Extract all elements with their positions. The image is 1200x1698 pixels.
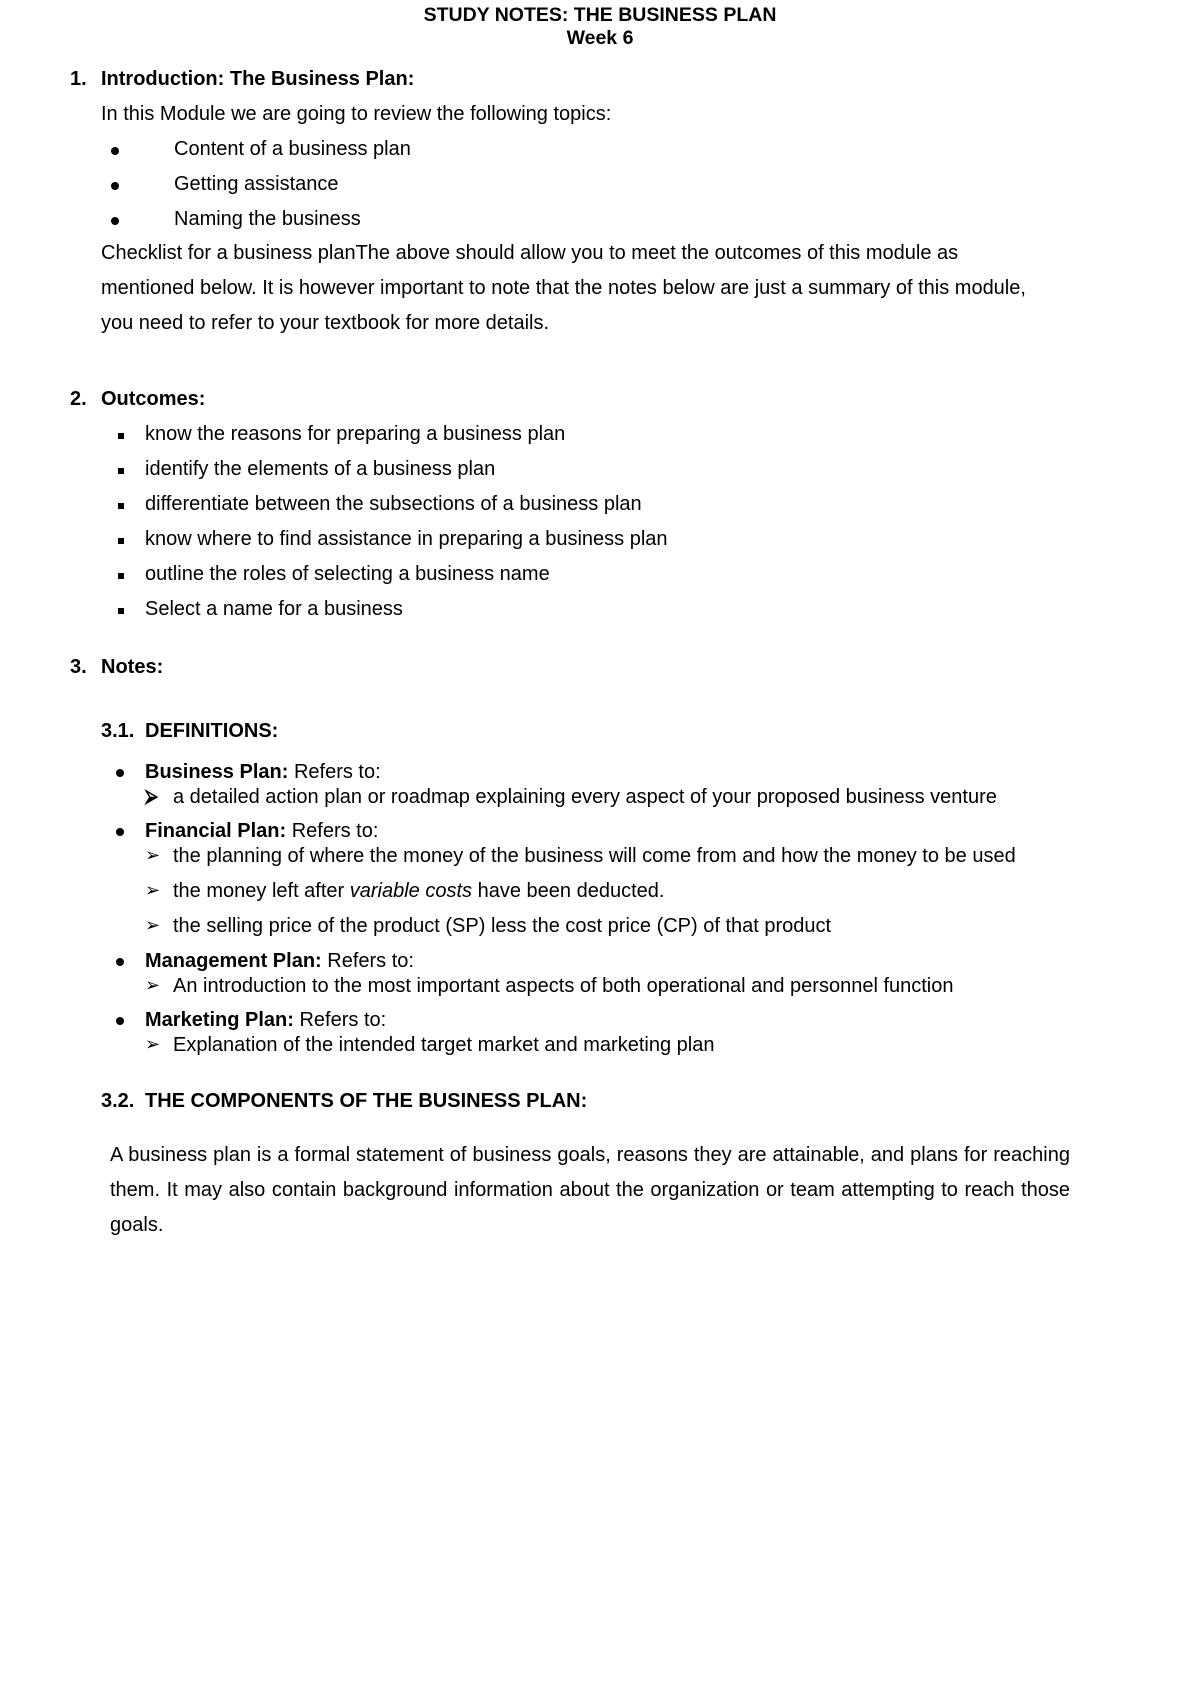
bullet-dot-icon: [111, 217, 119, 225]
definition-point: An introduction to the most important aspects of both operational and personnel function: [173, 975, 954, 997]
definition-point: a detailed action plan or roadmap explaining every aspect of your proposed business venture: [173, 786, 997, 808]
arrow-bullet-icon: ➢: [145, 845, 161, 865]
definition-point: the selling price of the product (SP) less the cost price (CP) of that product: [173, 915, 832, 937]
definition-business-plan: [145, 761, 381, 784]
outcome-item: Select a name for a business: [145, 598, 403, 620]
section3-heading: Notes:: [101, 656, 164, 678]
definition-marketing-plan: [145, 1009, 386, 1032]
arrow-bullet-icon: ⮚: [145, 786, 158, 806]
bullet-square-icon: [118, 503, 124, 509]
section1-paragraph-line: you need to refer to your textbook for more details.: [101, 312, 550, 334]
section1-paragraph-line: Checklist for a business planThe above should allow you to meet the outcomes of this module as: [101, 242, 959, 264]
definition-term: Marketing Plan:: [145, 1009, 294, 1031]
subsection-3-1-heading: DEFINITIONS:: [145, 720, 279, 742]
bullet-dot-icon: [116, 828, 124, 836]
section2-number: 2.: [70, 388, 87, 410]
outcome-item: differentiate between the subsections of a business plan: [145, 493, 642, 515]
section1-paragraph-line: mentioned below. It is however important to note that the notes below are just a summary of this module,: [101, 277, 1026, 299]
section1-intro: In this Module we are going to review the following topics:: [101, 103, 612, 125]
section2-heading: Outcomes:: [101, 388, 206, 410]
arrow-bullet-icon: ➢: [145, 880, 161, 900]
definition-lead: Refers to:: [286, 820, 379, 842]
subsection-3-2-number: 3.2.: [101, 1090, 135, 1112]
subsection-3-1-number: 3.1.: [101, 720, 135, 742]
definition-financial-plan: [145, 820, 378, 843]
bullet-dot-icon: [116, 769, 124, 777]
definition-point: Explanation of the intended target market and marketing plan: [173, 1034, 715, 1056]
outcome-item: know where to find assistance in preparing a business plan: [145, 528, 668, 550]
arrow-bullet-icon: ➢: [145, 1034, 161, 1054]
topic-item: Naming the business: [174, 208, 361, 230]
bullet-square-icon: [118, 608, 124, 614]
bullet-dot-icon: [116, 958, 124, 966]
definition-term: Business Plan:: [145, 761, 289, 783]
italic-term: variable costs: [349, 880, 473, 902]
definition-term: Management Plan:: [145, 950, 322, 972]
bullet-dot-icon: [111, 182, 119, 190]
bullet-square-icon: [118, 573, 124, 579]
subsection-3-2-heading: THE COMPONENTS OF THE BUSINESS PLAN:: [145, 1090, 588, 1112]
outcome-item: outline the roles of selecting a business name: [145, 563, 550, 585]
document-subtitle: Week 6: [566, 27, 634, 49]
bullet-square-icon: [118, 468, 124, 474]
bullet-dot-icon: [116, 1017, 124, 1025]
arrow-bullet-icon: ➢: [145, 975, 161, 995]
bullet-square-icon: [118, 433, 124, 439]
definition-management-plan: [145, 950, 414, 973]
document-title: STUDY NOTES: THE BUSINESS PLAN: [423, 4, 777, 26]
components-paragraph: A business plan is a formal statement of business goals, reasons they are attainable, and plans for reaching them. It may also contain background information about the organization or team attempting to reach those goals.: [110, 1144, 1070, 1236]
topic-item: Content of a business plan: [174, 138, 411, 160]
definition-lead: Refers to:: [321, 950, 414, 972]
definition-term: Financial Plan:: [145, 820, 287, 842]
definition-lead: Refers to:: [293, 1009, 387, 1031]
section1-number: 1.: [70, 68, 87, 90]
outcome-item: know the reasons for preparing a business plan: [145, 423, 566, 445]
arrow-bullet-icon: ➢: [145, 915, 161, 935]
outcome-item: identify the elements of a business plan: [145, 458, 496, 480]
section3-number: 3.: [70, 656, 87, 678]
definition-lead: Refers to:: [288, 761, 381, 783]
bullet-square-icon: [118, 538, 124, 544]
section1-heading: Introduction: The Business Plan:: [101, 68, 415, 90]
definition-point: the money left after variable costs have been deducted.: [173, 880, 665, 902]
topic-item: Getting assistance: [174, 173, 339, 195]
definition-point: the planning of where the money of the business will come from and how the money to be used: [173, 845, 1016, 867]
bullet-dot-icon: [111, 147, 119, 155]
